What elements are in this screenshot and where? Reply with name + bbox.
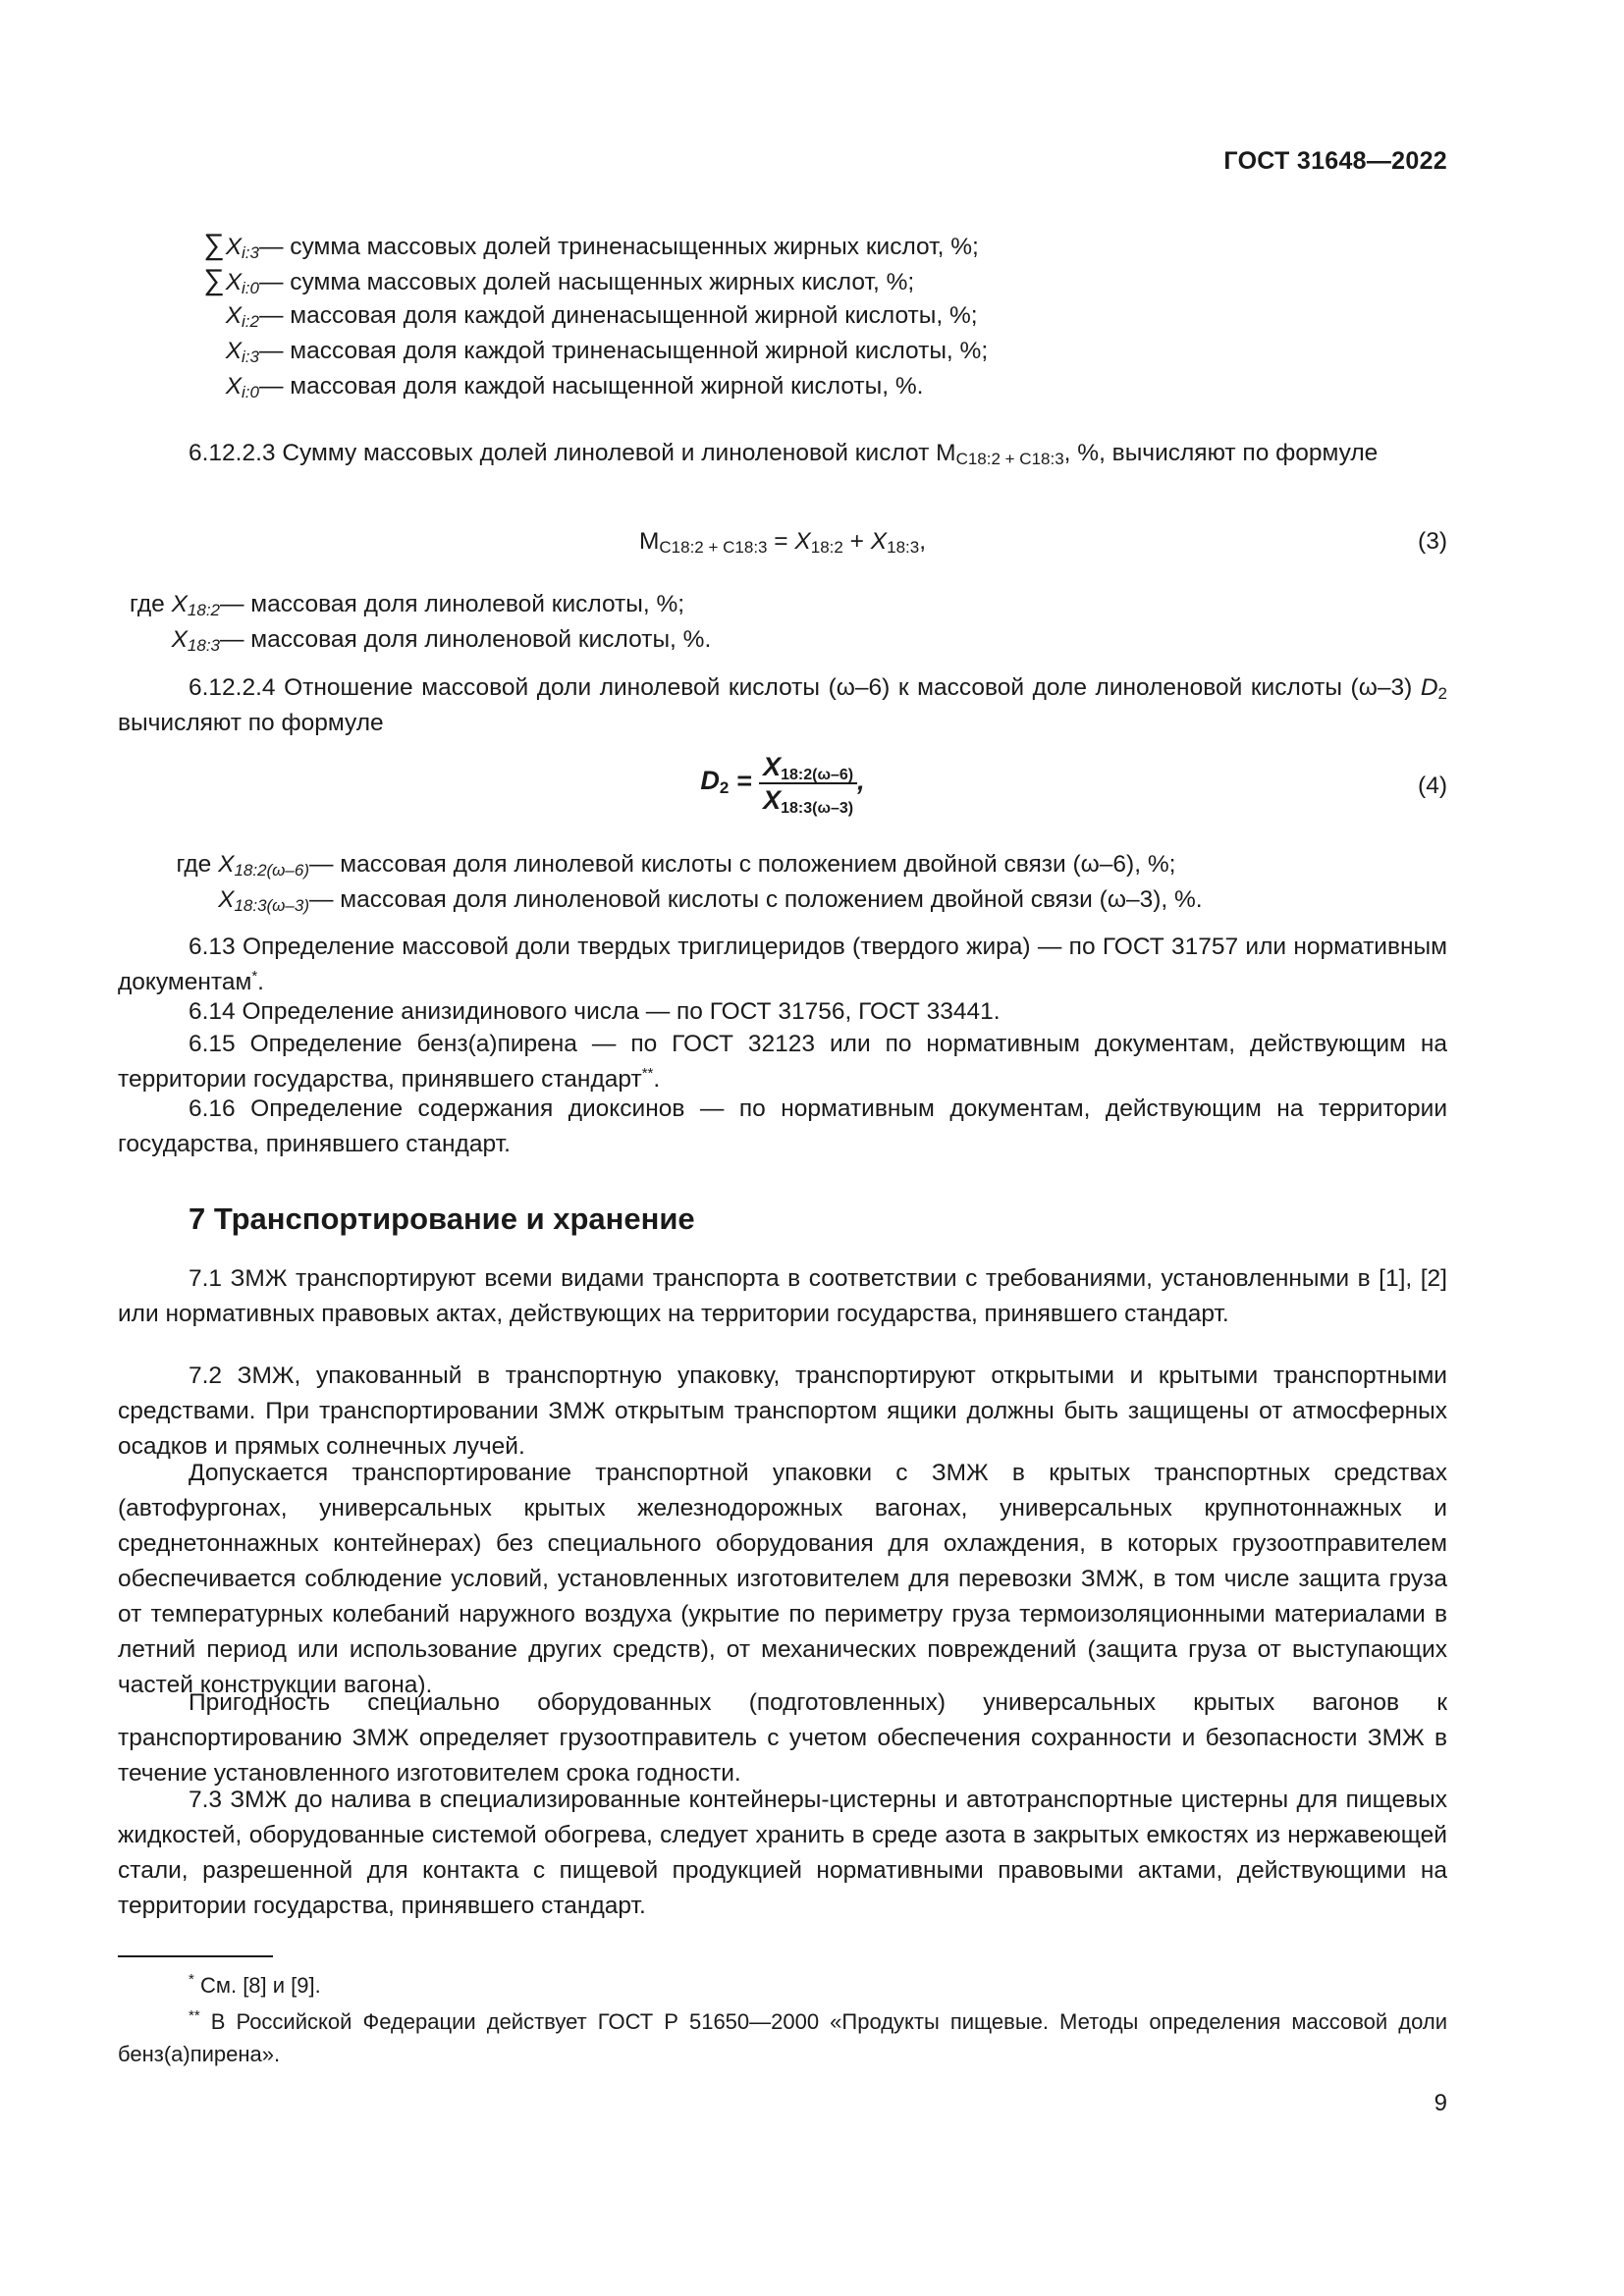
- legend-text: — массовая доля каждой триненасыщенной жирной кислоты, %;: [259, 338, 989, 364]
- legend-row: [118, 882, 1447, 918]
- legend-text: — массовая доля каждой диненасыщенной жирной кислоты, %;: [259, 302, 978, 329]
- paragraph-7-1: 7.1 ЗМЖ транспортируют всеми видами транспорта в соответствии с требованиями, установленными в [1], [2] или нормативных правовых актах, действующих на территории государства, принявшего стандарт.: [118, 1265, 1447, 1327]
- sum-symbol: ∑: [203, 264, 225, 296]
- paragraph-6-13: 6.13 Определение массовой доли твердых триглицеридов (твердого жира) — по ГОСТ 31757 или нормативным документам*.: [118, 934, 1447, 995]
- legend-row: [118, 263, 1447, 298]
- paragraph-6-12-2-4: 6.12.2.4 Отношение массовой доли линолевой кислоты (ω–6) к массовой доле линоленовой кислоты (ω–3) $D_2$ вычисляют по формуле: [118, 674, 1447, 736]
- legend-symbol: $X_{i:2}$: [225, 302, 259, 331]
- equation-4-number: (4): [1418, 773, 1447, 799]
- legend-text: — массовая доля линоленовой кислоты с положением двойной связи (ω–3), %.: [309, 886, 1203, 913]
- legend-text: — массовая доля каждой насыщенной жирной кислоты, %.: [259, 373, 924, 400]
- footnote-2: ** В Российской Федерации действует ГОСТ Р 51650—2000 «Продукты пищевые. Методы определения массовой доли бенз(а)пирена».: [118, 2007, 1447, 2066]
- paragraph-7-2-suitability: Пригодность специально оборудованных (подготовленных) универсальных крытых вагонов к транспортированию ЗМЖ определяет грузоотправитель с учетом обеспечения сохранности и безопасности ЗМЖ в течение установленного изготовителем срока годности.: [118, 1689, 1447, 1787]
- legend-row: [118, 228, 1447, 263]
- legend-linoleic: [118, 587, 1447, 658]
- legend-row: [118, 847, 1447, 882]
- paragraph-6-12-2-3: 6.12.2.3 Сумму массовых долей линолевой и линоленовой кислот $М_{C18:2 + C18:3}$, %, вычисляют по формуле: [189, 440, 1379, 468]
- legend-fatty-acids: [118, 228, 1447, 404]
- legend-symbol: где $X_{18:2}$: [129, 591, 220, 619]
- legend-text: — массовая доля линолевой кислоты, %;: [220, 591, 685, 617]
- equation-3-number: (3): [1418, 528, 1447, 555]
- equation-4: [118, 752, 1447, 821]
- paragraph-7-2: 7.2 ЗМЖ, упакованный в транспортную упаковку, транспортируют открытыми и крытыми транспортными средствами. При транспортировании ЗМЖ открытым транспортом ящики должны быть защищены от атмосферных осадков и прямых солнечных лучей.: [118, 1362, 1447, 1460]
- legend-row: [118, 587, 1447, 622]
- legend-text: — массовая доля линолевой кислоты с положением двойной связи (ω–6), %;: [309, 851, 1176, 878]
- paragraph-6-15: 6.15 Определение бенз(а)пирена — по ГОСТ 32123 или по нормативным документам, действующим на территории государства, принявшего стандарт**.: [118, 1031, 1447, 1093]
- legend-row: [118, 298, 1447, 334]
- document-page: [118, 0, 1447, 2296]
- page-number: 9: [1434, 2090, 1447, 2116]
- section-7-heading: 7 Транспортирование и хранение: [189, 1201, 695, 1236]
- legend-text: — сумма массовых долей насыщенных жирных кислот, %;: [259, 269, 915, 295]
- legend-symbol: $\sum X_{i:0}$: [203, 264, 259, 297]
- equation-3-body: $М_{C18:2 + C18:3} = X_{18:2} + X_{18:3}$,: [638, 528, 927, 557]
- equation-4-fraction: $\frac{X_{18:2(\omega-6)}}{X_{18:3(\omega-3)}}$: [759, 752, 857, 815]
- paragraph-6-16: 6.16 Определение содержания диоксинов — по нормативным документам, действующим на территории государства, принявшего стандарт.: [118, 1095, 1447, 1157]
- paragraph-7-3: 7.3 ЗМЖ до налива в специализированные контейнеры-цистерны и автотранспортные цистерны для пищевых жидкостей, оборудованные системой обогрева, следует хранить в среде азота в закрытых емкостях из нержавеющей стали, разрешенной для контакта с пищевой продукцией нормативными правовыми актами, действующими на территории государства, принявшего стандарт.: [118, 1787, 1447, 1919]
- paragraph-6-14: 6.14 Определение анизидинового числа — по ГОСТ 31756, ГОСТ 33441.: [189, 998, 1001, 1025]
- legend-omega: [118, 847, 1447, 918]
- document-header: ГОСТ 31648—2022: [1223, 147, 1447, 175]
- legend-text: — сумма массовых долей триненасыщенных жирных кислот, %;: [259, 234, 979, 260]
- legend-symbol: $X_{18:3(\omega-3)}$: [218, 886, 309, 915]
- legend-row: [118, 334, 1447, 369]
- legend-text: — массовая доля линоленовой кислоты, %.: [220, 626, 712, 653]
- legend-row: [118, 622, 1447, 658]
- footnote-1: * См. [8] и [9].: [189, 1971, 321, 1998]
- legend-symbol: $X_{i:0}$: [225, 373, 259, 401]
- footnote-separator: [118, 1955, 273, 1957]
- legend-symbol: $\sum X_{i:3}$: [203, 229, 259, 262]
- equation-3: [118, 524, 1447, 560]
- footnotes: [118, 1969, 1447, 2070]
- legend-row: [118, 369, 1447, 404]
- legend-symbol: $X_{18:3}$: [171, 626, 220, 655]
- legend-symbol: где $X_{18:2(\omega-6)}$: [176, 851, 309, 880]
- paragraph-7-2-transport-conditions: Допускается транспортирование транспортной упаковки с ЗМЖ в крытых транспортных средствах (автофургонах, универсальных крытых железнодорожных вагонах, универсальных крупнотоннажных и среднетоннажных контейнерах) без специального оборудования для охлаждения, в которых грузоотправителем обеспечивается соблюдение условий, установленных изготовителем для перевозки ЗМЖ, в том числе защита груза от температурных колебаний наружного воздуха (укрытие по периметру груза термоизоляционными материалами в летний период или использование других средств), от механических повреждений (защита груза от выступающих частей конструкции вагона).: [118, 1460, 1447, 1698]
- equation-4-body: $D_2$ = $\frac{X_{18:2(\omega-6)}}{X_{18:3(\omega-3)}}$ ,: [700, 752, 865, 817]
- sum-symbol: ∑: [203, 229, 225, 261]
- legend-symbol: $X_{i:3}$: [225, 338, 259, 366]
